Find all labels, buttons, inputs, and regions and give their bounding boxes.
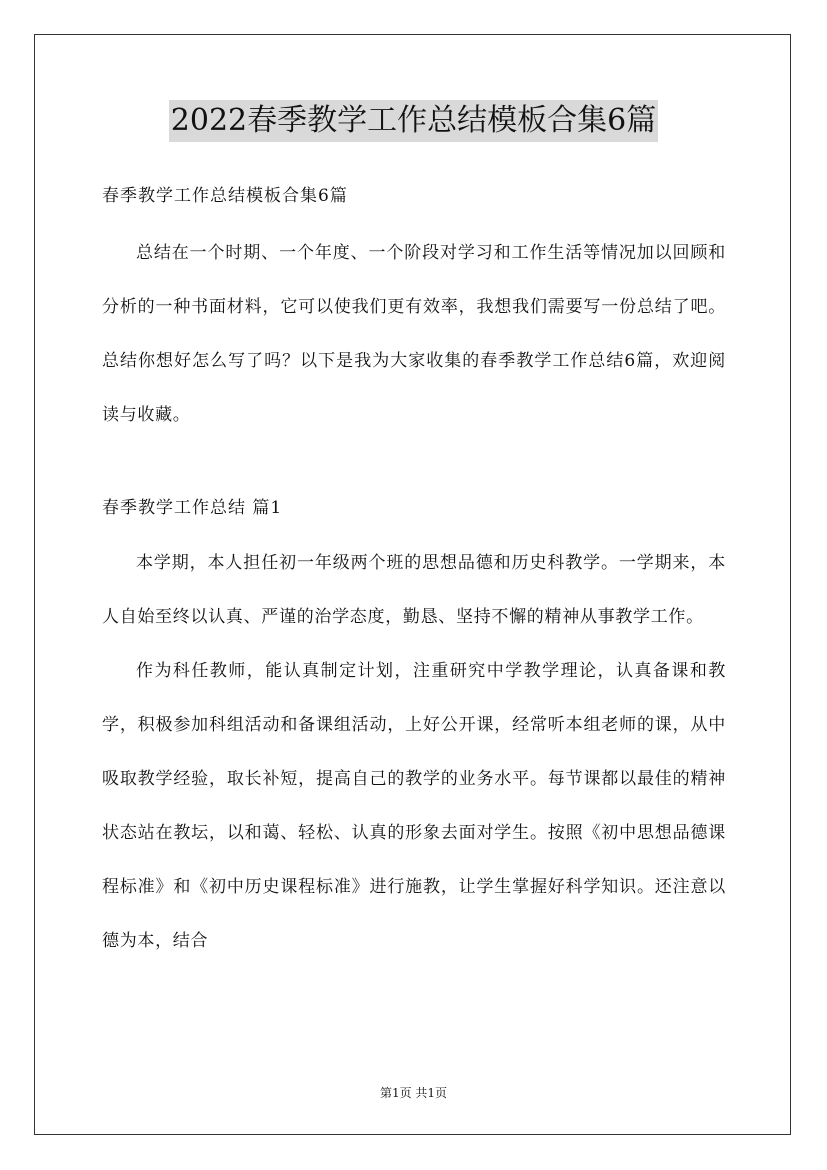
document-title: 2022春季教学工作总结模板合集6篇 [169, 100, 658, 142]
title-container [0, 100, 827, 142]
section-heading: 春季教学工作总结 篇1 [102, 498, 283, 518]
intro-paragraph: 总结在一个时期、一个年度、一个阶段对学习和工作生活等情况加以回顾和分析的一种书面材料，它可以使我们更有效率，我想我们需要写一份总结了吧。总结你想好怎么写了吗？以下是我为大家收集的春季教学工作总结6篇，欢迎阅读与收藏。 [102, 243, 726, 425]
page-footer: 第1页 共1页 [379, 1086, 448, 1100]
document-body [102, 178, 726, 968]
section-paragraph-1: 本学期，本人担任初一年级两个班的思想品德和历史科教学。一学期来，本人自始至终以认真、严谨的治学态度，勤恳、坚持不懈的精神从事教学工作。 [102, 553, 726, 627]
document-subtitle: 春季教学工作总结模板合集6篇 [102, 186, 348, 206]
section-paragraph-2: 作为科任教师，能认真制定计划，注重研究中学教学理论，认真备课和教学，积极参加科组活动和备课组活动，上好公开课，经常听本组老师的课，从中吸取教学经验，取长补短，提高自己的教学的业务水平。每节课都以最佳的精神状态站在教坛，以和蔼、轻松、认真的形象去面对学生。按照《初中思想品德课程标准》和《初中历史课程标准》进行施教，让学生掌握好科学知识。还注意以德为本，结合 [102, 661, 726, 951]
section-spacer [102, 442, 726, 490]
